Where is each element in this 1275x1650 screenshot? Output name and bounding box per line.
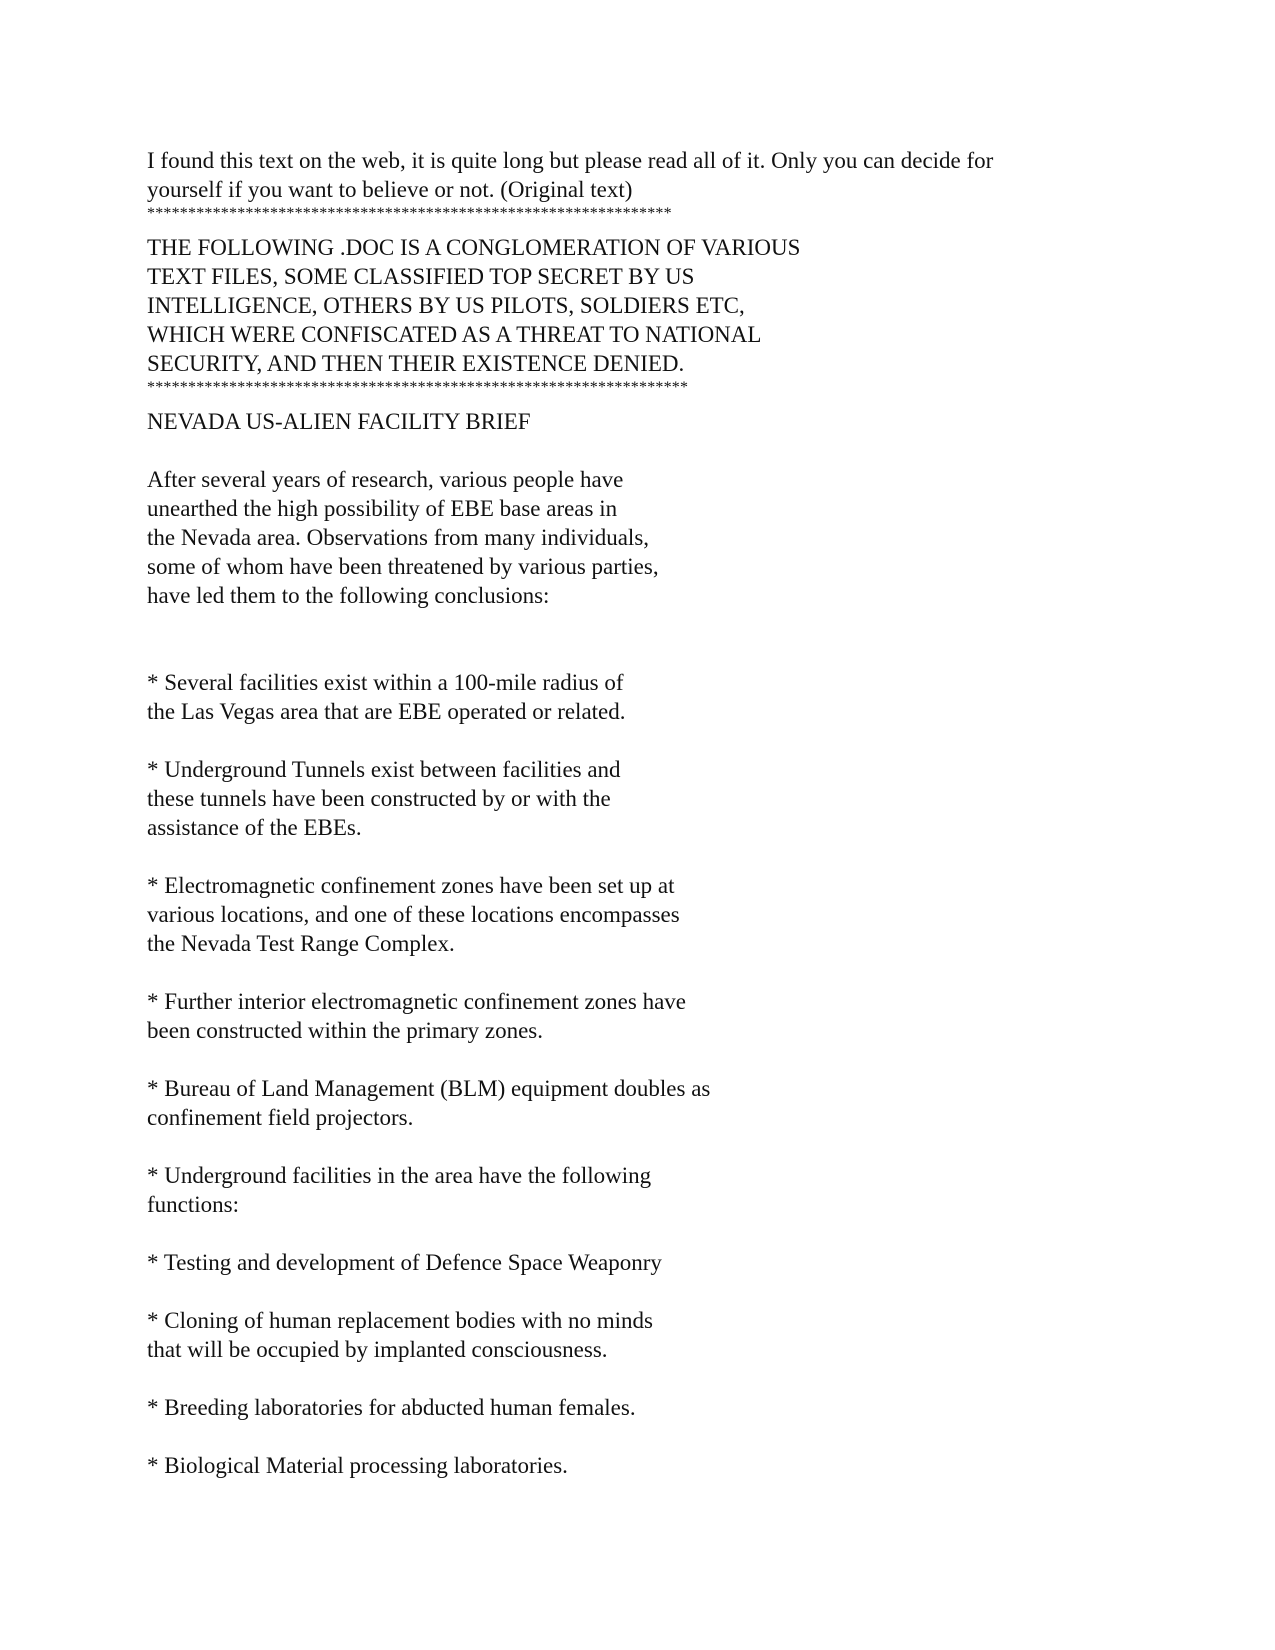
preface-line: WHICH WERE CONFISCATED AS A THREAT TO NATIONAL (147, 322, 762, 347)
preface-line: SECURITY, AND THEN THEIR EXISTENCE DENIED. (147, 351, 685, 376)
bullet-item (147, 987, 1147, 1045)
bullet-line: * Further interior electromagnetic confinement zones have (147, 989, 687, 1014)
bullet-item (147, 871, 1147, 958)
intro-line: I found this text on the web, it is quite long but please read all of it. Only you can decide for (147, 148, 994, 173)
bullet-item (147, 1248, 1147, 1277)
bullet-line: * Underground Tunnels exist between facilities and (147, 757, 621, 782)
preface-line: TEXT FILES, SOME CLASSIFIED TOP SECRET BY US (147, 264, 695, 289)
preface-line: INTELLIGENCE, OTHERS BY US PILOTS, SOLDIERS ETC, (147, 293, 745, 318)
bullet-line: * Underground facilities in the area have the following (147, 1163, 652, 1188)
bullet-line: * Biological Material processing laboratories. (147, 1453, 568, 1478)
bullet-item (147, 1074, 1147, 1132)
summary-line: have led them to the following conclusions: (147, 583, 550, 608)
bullet-line: * Electromagnetic confinement zones have been set up at (147, 873, 675, 898)
bullet-line: * Testing and development of Defence Space Weaponry (147, 1250, 662, 1275)
bullet-item (147, 1161, 1147, 1219)
bullet-line: been constructed within the primary zones. (147, 1018, 543, 1043)
bullet-line: the Las Vegas area that are EBE operated or related. (147, 699, 626, 724)
bullet-line: * Breeding laboratories for abducted human females. (147, 1395, 636, 1420)
summary-line: After several years of research, various people have (147, 467, 624, 492)
bullet-line: these tunnels have been constructed by or with the (147, 786, 611, 811)
summary-line: some of whom have been threatened by various parties, (147, 554, 659, 579)
bullet-item (147, 1306, 1147, 1364)
asterisk-divider-bottom: ****************************************************************** (147, 379, 689, 396)
bullet-item (147, 1451, 1147, 1480)
preface-paragraph (147, 233, 1147, 378)
bullet-item (147, 668, 1147, 726)
intro-paragraph (147, 146, 1147, 204)
bullet-line: confinement field projectors. (147, 1105, 414, 1130)
bullet-line: assistance of the EBEs. (147, 815, 362, 840)
bullet-line: various locations, and one of these locations encompasses (147, 902, 680, 927)
bullet-line: that will be occupied by implanted consciousness. (147, 1337, 608, 1362)
bullet-line: * Several facilities exist within a 100-mile radius of (147, 670, 624, 695)
bullet-line: * Bureau of Land Management (BLM) equipment doubles as (147, 1076, 711, 1101)
intro-line: yourself if you want to believe or not. (Original text) (147, 177, 633, 202)
bullet-item (147, 1393, 1147, 1422)
bullet-line: functions: (147, 1192, 239, 1217)
summary-paragraph (147, 465, 1147, 610)
preface-line: THE FOLLOWING .DOC IS A CONGLOMERATION OF VARIOUS (147, 235, 801, 260)
bullet-line: * Cloning of human replacement bodies with no minds (147, 1308, 653, 1333)
summary-line: unearthed the high possibility of EBE base areas in (147, 496, 618, 521)
bullet-line: the Nevada Test Range Complex. (147, 931, 455, 956)
bullet-item (147, 755, 1147, 842)
asterisk-divider-top: **************************************************************** (147, 205, 672, 222)
document-body (147, 146, 1147, 1480)
section-heading: NEVADA US-ALIEN FACILITY BRIEF (147, 409, 531, 434)
summary-line: the Nevada area. Observations from many individuals, (147, 525, 650, 550)
